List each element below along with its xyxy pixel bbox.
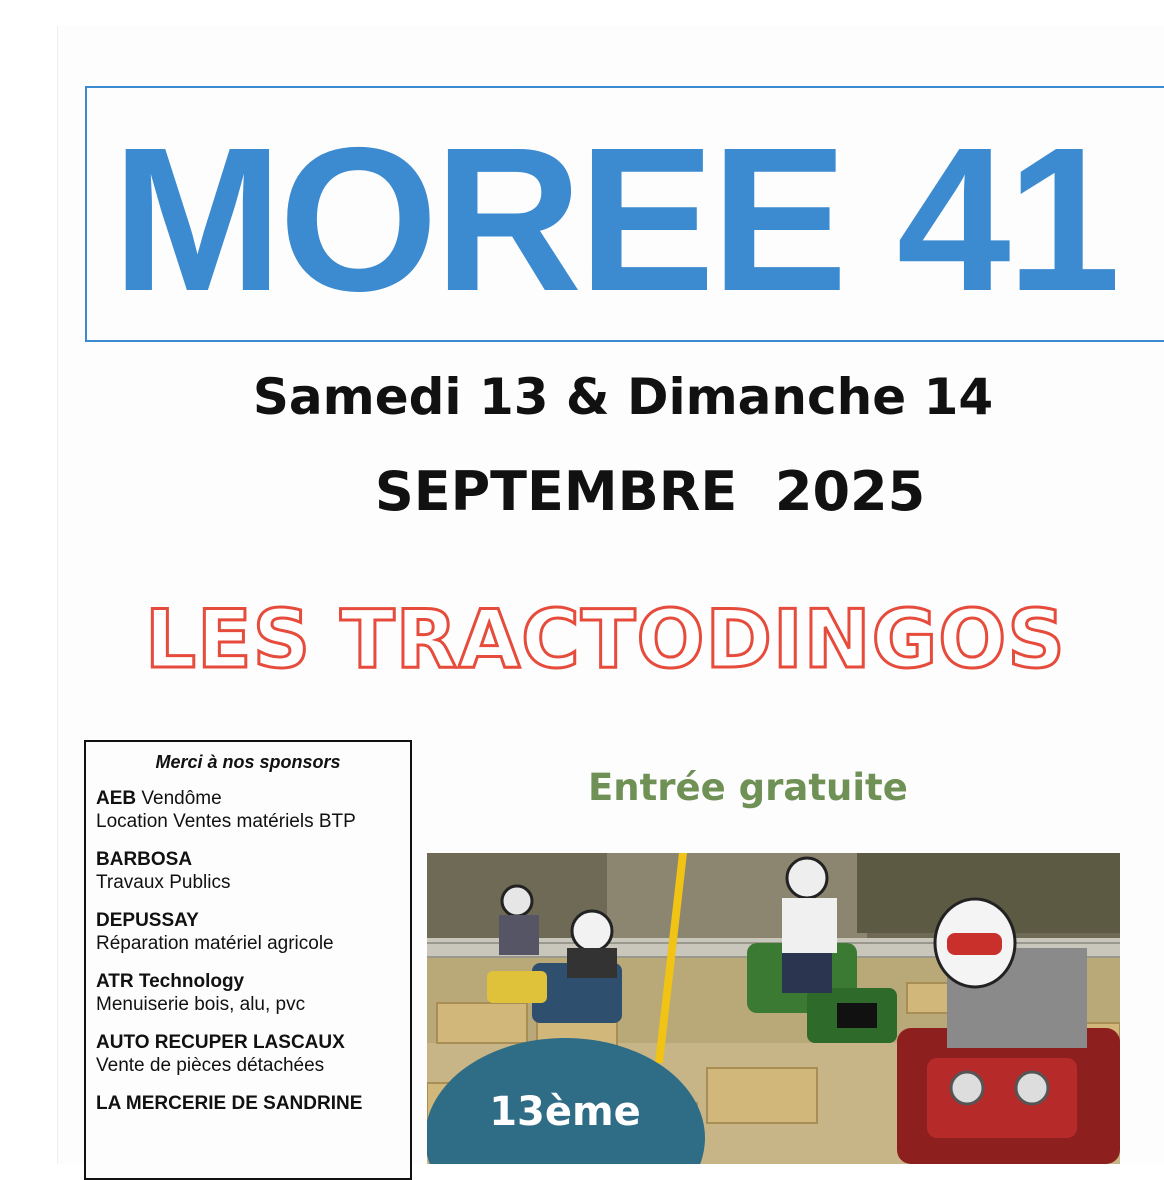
- sponsor-item: [96, 848, 410, 894]
- sponsor-item: [96, 970, 410, 1016]
- sponsor-item: [96, 1092, 410, 1115]
- date-line-1: Samedi 13 & Dimanche 14: [252, 368, 994, 426]
- sponsor-name: ATR Technology: [96, 971, 245, 992]
- event-name: LES TRACTODINGOS: [145, 593, 1066, 686]
- sponsor-item: [96, 909, 410, 955]
- race-photo: [427, 853, 1120, 1164]
- sponsor-name: DEPUSSAY: [96, 910, 199, 931]
- sponsor-name-suffix: Vendôme: [136, 788, 222, 809]
- sponsors-box: [84, 740, 412, 1180]
- date-line-2: SEPTEMBRE 2025: [374, 460, 926, 523]
- sponsor-name: LA MERCERIE DE SANDRINE: [96, 1093, 363, 1114]
- sponsor-desc: Travaux Publics: [96, 872, 231, 893]
- race-photo-illustration: [427, 853, 1120, 1164]
- sponsor-name: AUTO RECUPER LASCAUX: [96, 1032, 345, 1053]
- sponsor-item: [96, 1031, 410, 1077]
- sponsor-desc: Menuiserie bois, alu, pvc: [96, 994, 306, 1015]
- sponsor-desc: Réparation matériel agricole: [96, 933, 334, 954]
- sponsor-name: AEB: [96, 788, 137, 809]
- sponsor-item: [96, 787, 410, 833]
- sponsor-name: BARBOSA: [96, 849, 193, 870]
- sponsor-desc: Location Ventes matériels BTP: [96, 811, 356, 832]
- sponsors-heading: Merci à nos sponsors: [155, 752, 341, 772]
- sponsor-desc: Vente de pièces détachées: [96, 1055, 325, 1076]
- entry-free: Entrée gratuite: [588, 766, 908, 809]
- poster-title: MOREE 41: [112, 110, 1117, 330]
- edition-badge-text: 13ème: [489, 1089, 641, 1135]
